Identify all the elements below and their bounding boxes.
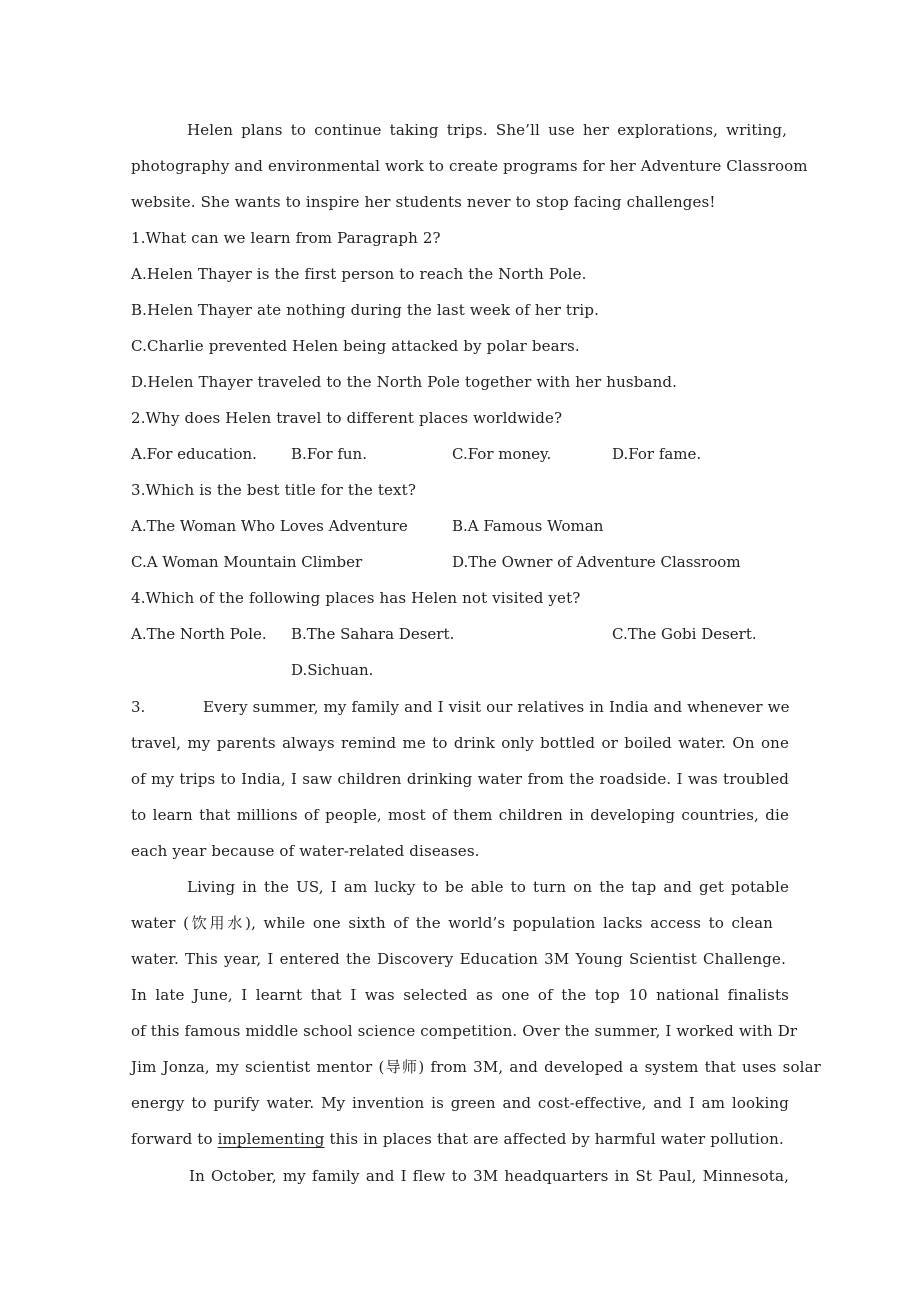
intro-line-1: Helen plans to continue taking trips. She’ll use her explorations, writing, xyxy=(187,121,787,139)
passage-3-p1-line-1: Every summer, my family and I visit our relatives in India and whenever we xyxy=(203,698,790,716)
question-3-stem: 3.Which is the best title for the text? xyxy=(131,481,417,499)
question-3-option-a: A.The Woman Who Loves Adventure xyxy=(131,517,408,535)
question-4-option-b: B.The Sahara Desert. xyxy=(291,625,455,643)
question-4-option-c: C.The Gobi Desert. xyxy=(612,625,757,643)
question-1-option-b: B.Helen Thayer ate nothing during the last week of her trip. xyxy=(131,301,600,319)
question-3-option-c: C.A Woman Mountain Climber xyxy=(131,553,363,571)
passage-3-p1-line-5: each year because of water-related diseases. xyxy=(131,842,480,860)
passage-3-number: 3. xyxy=(131,698,146,716)
intro-line-3: website. She wants to inspire her students never to stop facing challenges! xyxy=(131,193,716,211)
question-4-stem: 4.Which of the following places has Helen not visited yet? xyxy=(131,589,581,607)
question-2-stem: 2.Why does Helen travel to different places worldwide? xyxy=(131,409,563,427)
passage-3-p2-line-1: Living in the US, I am lucky to be able to turn on the tap and get potable xyxy=(187,878,789,896)
question-3-option-b: B.A Famous Woman xyxy=(452,517,604,535)
question-2-option-b: B.For fun. xyxy=(291,445,367,463)
passage-3-p2-line-7: energy to purify water. My invention is green and cost-effective, and I am looking xyxy=(131,1094,789,1112)
question-4-option-a: A.The North Pole. xyxy=(131,625,267,643)
passage-3-p2-line-3: water. This year, I entered the Discovery Education 3M Young Scientist Challenge. xyxy=(131,950,786,968)
question-1-option-c: C.Charlie prevented Helen being attacked by polar bears. xyxy=(131,337,580,355)
question-1-option-d: D.Helen Thayer traveled to the North Pole together with her husband. xyxy=(131,373,678,391)
passage-3-p2-line-8 xyxy=(131,1121,784,1157)
passage-3-p2-line-2: water (饮用水), while one sixth of the world’s population lacks access to clean xyxy=(131,914,773,932)
question-2-option-a: A.For education. xyxy=(131,445,257,463)
question-3-option-d: D.The Owner of Adventure Classroom xyxy=(452,553,741,571)
question-1-stem: 1.What can we learn from Paragraph 2? xyxy=(131,229,441,247)
underlined-word-implementing: implementing xyxy=(217,1130,325,1148)
question-2-option-c: C.For money. xyxy=(452,445,552,463)
passage-3-p1-line-4: to learn that millions of people, most of them children in developing countries, die xyxy=(131,806,789,824)
passage-3-p2-line-5: of this famous middle school science competition. Over the summer, I worked with Dr xyxy=(131,1022,798,1040)
passage-3-p2-line-6: Jim Jonza, my scientist mentor (导师) from 3M, and developed a system that uses solar xyxy=(131,1058,821,1076)
passage-3-p2-line-4: In late June, I learnt that I was selected as one of the top 10 national finalists xyxy=(131,986,789,1004)
passage-3-p1-line-2: travel, my parents always remind me to drink only bottled or boiled water. On one xyxy=(131,734,789,752)
intro-line-2: photography and environmental work to create programs for her Adventure Classroom xyxy=(131,157,808,175)
question-2-option-d: D.For fame. xyxy=(612,445,702,463)
passage-3-p2-line-8-before: forward to xyxy=(131,1130,213,1148)
passage-3-p1-line-3: of my trips to India, I saw children drinking water from the roadside. I was troubled xyxy=(131,770,789,788)
question-4-option-d: D.Sichuan. xyxy=(291,661,374,679)
question-1-option-a: A.Helen Thayer is the first person to reach the North Pole. xyxy=(131,265,587,283)
passage-3-p3-line-1: In October, my family and I flew to 3M headquarters in St Paul, Minnesota, xyxy=(189,1167,789,1185)
passage-3-p2-line-8-after: this in places that are affected by harmful water pollution. xyxy=(329,1130,784,1148)
